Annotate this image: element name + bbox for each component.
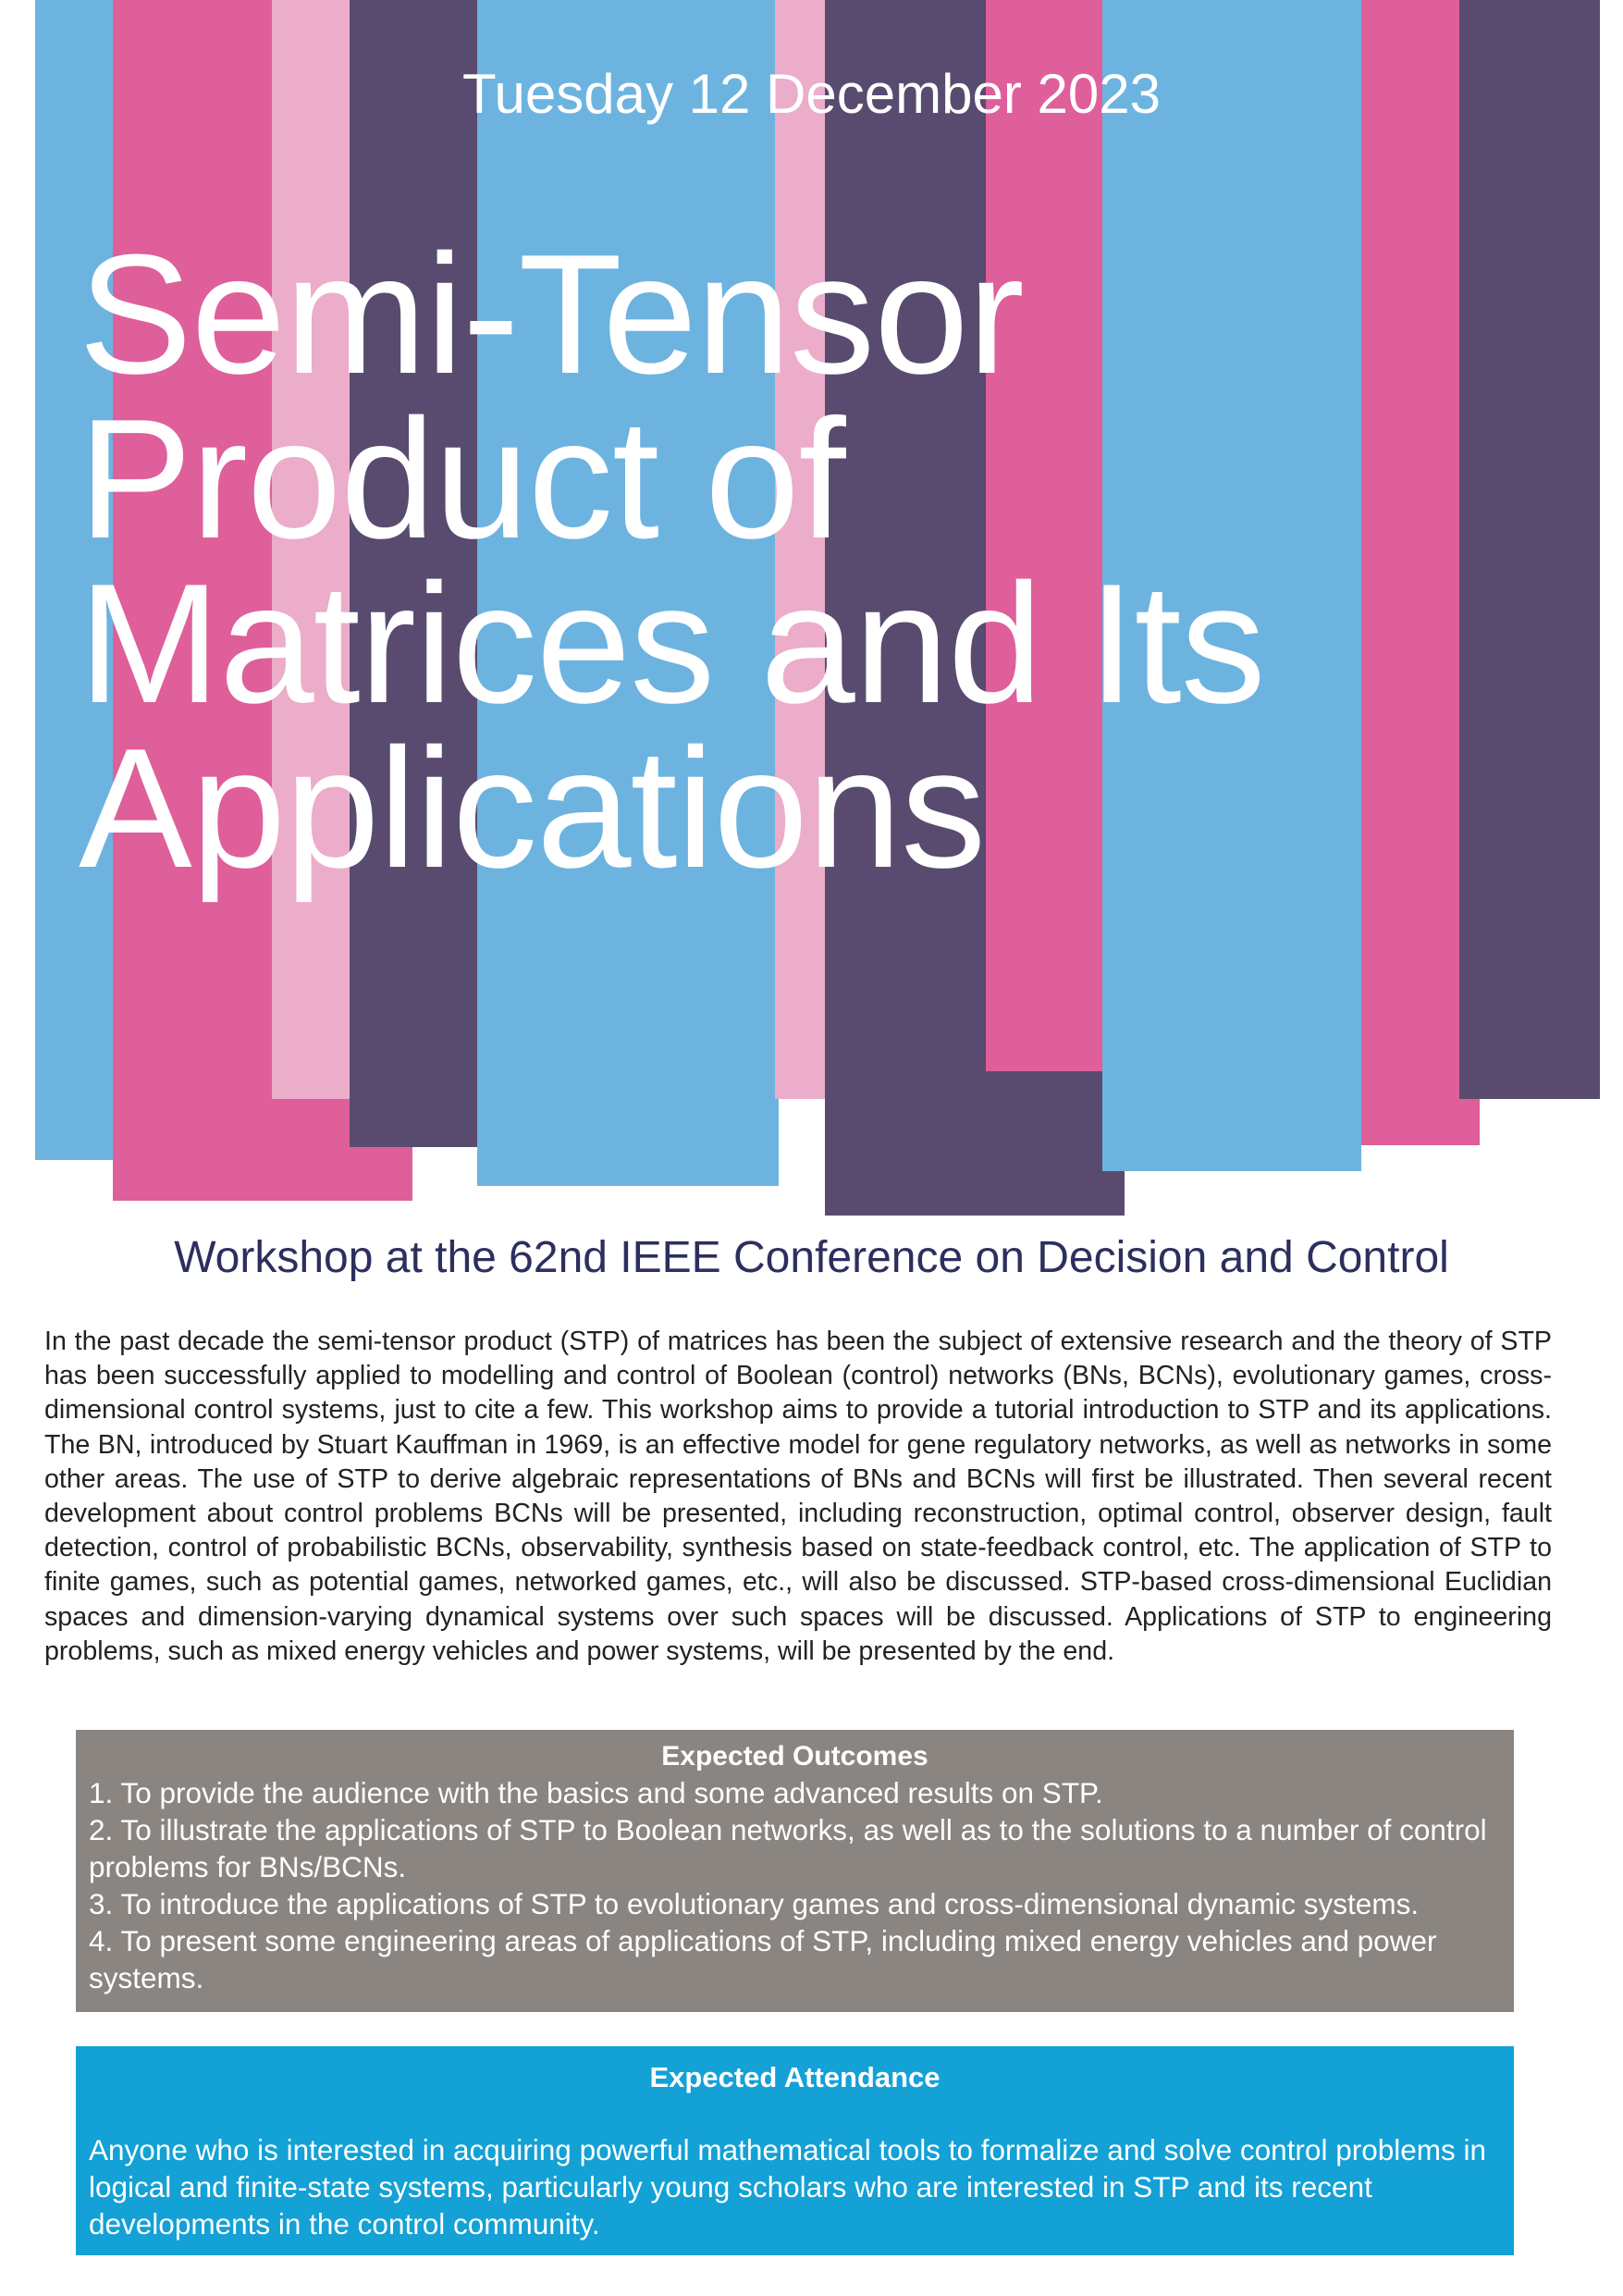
title-line-4: Applications [79,712,986,903]
expected-attendance-text: Anyone who is interested in acquiring powerful mathematical tools to formalize and solve control problems in logical and finite-state systems, particularly young scholars who are interested in STP and its recent developments in the control community. [89,2133,1487,2240]
expected-attendance-heading: Expected Attendance [649,2061,941,2093]
title-line-1: Semi-Tensor [79,218,1024,409]
outcome-item-4: 4. To present some engineering areas of applications of STP, including mixed energy vehicles and power systems. [89,1924,1437,1994]
outcome-item-3: 3. To introduce the applications of STP to evolutionary games and cross-dimensional dynamic systems. [89,1887,1420,1920]
title-line-2: Product of [79,383,845,574]
title-line-3: Matrices and Its [79,548,1265,738]
event-date: Tuesday 12 December 2023 [462,63,1161,125]
expected-attendance-box [76,2046,1514,2255]
main-title [79,218,1595,903]
expected-outcomes-box [76,1730,1514,2012]
outcome-item-1: 1. To provide the audience with the basics and some advanced results on STP. [89,1776,1103,1809]
outcome-item-2: 2. To illustrate the applications of STP to Boolean networks, as well as to the solutions to a number of control problems for BNs/BCNs. [89,1813,1487,1883]
intro-paragraph: In the past decade the semi-tensor product (STP) of matrices has been the subject of extensive research and the theory of STP has been successfully applied to modelling and control of Boolean (control) networks (BNs, BCNs), evolutionary games, cross-dimensional control systems, just to cite a few. This workshop aims to provide a tutorial introduction to STP and its applications. The BN, introduced by Stuart Kauffman in 1969, is an effective model for gene regulatory networks, as well as networks in some other areas. The use of STP to derive algebraic representations of BNs and BCNs will first be illustrated. Then several recent development about control problems BCNs will be presented, including reconstruction, optimal control, observer design, fault detection, control of probabilistic BCNs, observability, synthesis based on state-feedback control, etc. The application of STP to finite games, such as potential games, networked games, etc., will also be discussed. STP-based cross-dimensional Euclidian spaces and dimension-varying dynamical systems over such spaces will be discussed. Applications of STP to engineering problems, such as mixed energy vehicles and power systems, will be presented by the end. [44,1327,1552,1666]
expected-outcomes-heading: Expected Outcomes [661,1741,928,1771]
workshop-subtitle: Workshop at the 62nd IEEE Conference on Decision and Control [174,1233,1449,1282]
